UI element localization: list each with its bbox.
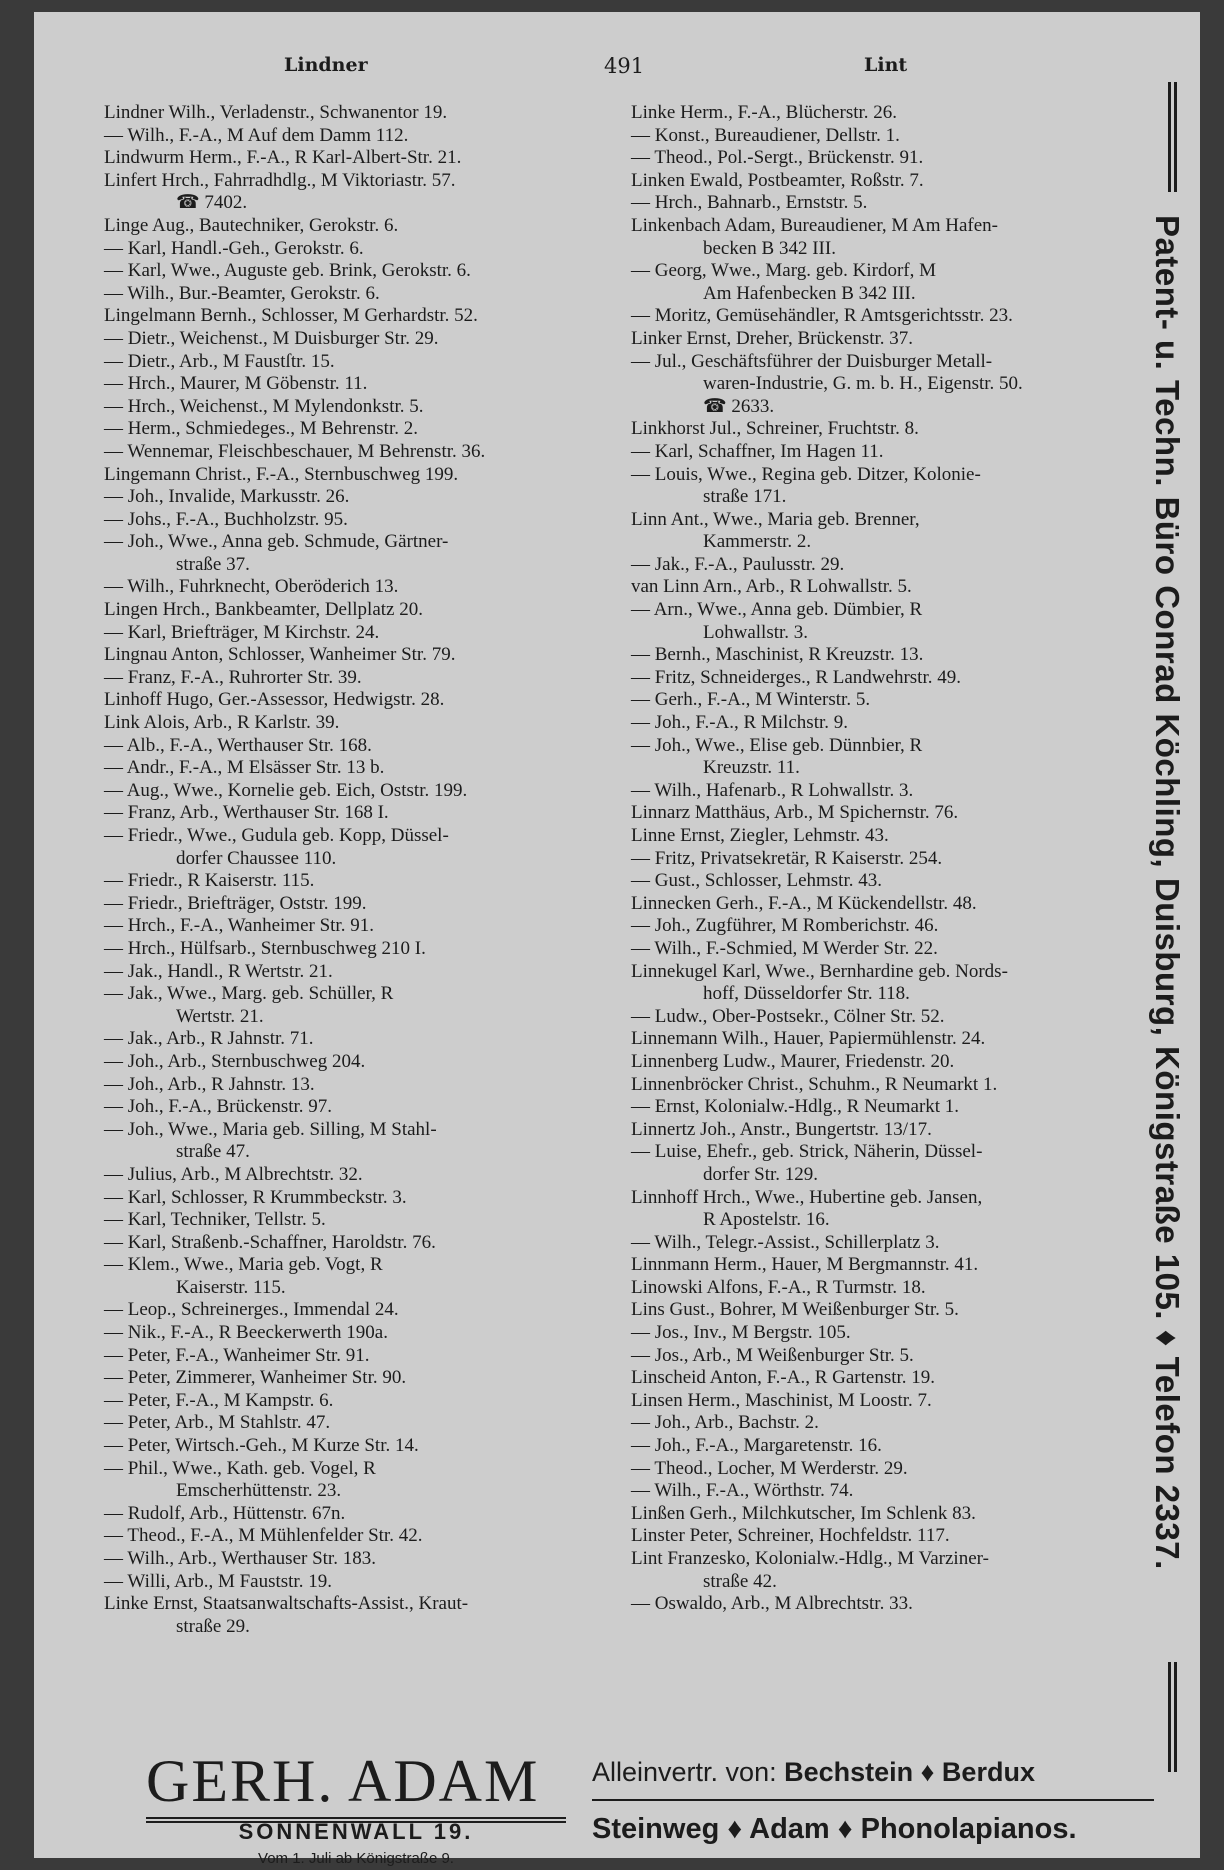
- directory-entry-line: straße 42.: [703, 1570, 777, 1592]
- directory-entry-line: Lindwurm Herm., F.-A., R Karl-Albert-Str. 21.: [104, 147, 462, 169]
- directory-entry-line: — Gust., Schlosser, Lehmstr. 43.: [631, 870, 882, 892]
- directory-entry-line: Linne Ernst, Ziegler, Lehmstr. 43.: [631, 825, 889, 846]
- directory-entry-line: Am Hafenbecken B 342 III.: [703, 282, 916, 304]
- directory-entry-line: ☎ 2633.: [703, 395, 775, 417]
- running-header-left: Lindner: [284, 54, 368, 76]
- directory-entry-line: — Wennemar, Fleischbeschauer, M Behrenstr. 36.: [104, 440, 486, 462]
- directory-entry-line: — Joh., F.-A., R Milchstr. 9.: [631, 712, 848, 734]
- directory-entry-line: Linn Ant., Wwe., Maria geb. Brenner,: [631, 508, 920, 530]
- directory-entry-line: — Ludw., Ober-Postsekr., Cölner Str. 52.: [631, 1005, 945, 1027]
- directory-entry-line: Linßen Gerh., Milchkutscher, Im Schlenk 83.: [631, 1502, 976, 1524]
- directory-entry-line: — Bernh., Maschinist, R Kreuzstr. 13.: [631, 644, 924, 666]
- directory-entry-line: — Klem., Wwe., Maria geb. Vogt, R: [104, 1254, 383, 1276]
- page-number: 491: [604, 54, 645, 78]
- directory-entry-line: Linkhorst Jul., Schreiner, Fruchtstr. 8.: [631, 418, 919, 440]
- directory-entry-line: — Aug., Wwe., Kornelie geb. Eich, Oststr. 199.: [104, 779, 468, 801]
- ad-note: Vom 1. Juli ab Königstraße 9.: [258, 1850, 454, 1867]
- directory-entry-line: — Peter, Zimmerer, Wanheimer Str. 90.: [104, 1367, 407, 1389]
- directory-entry-line: Lint Franzesko, Kolonialw.-Hdlg., M Varziner-: [631, 1548, 989, 1569]
- directory-entry-line: — Jos., Inv., M Bergstr. 105.: [631, 1322, 851, 1344]
- directory-entry-line: — Nik., F.-A., R Beeckerwerth 190a.: [104, 1322, 388, 1344]
- directory-entry-line: — Peter, F.-A., Wanheimer Str. 91.: [104, 1344, 370, 1366]
- directory-entry-line: — Theod., F.-A., M Mühlenfelder Str. 42.: [104, 1525, 423, 1547]
- directory-entry-line: — Theod., Pol.-Sergt., Brückenstr. 91.: [631, 147, 924, 169]
- directory-entry-line: Linnarz Matthäus, Arb., M Spichernstr. 76.: [631, 802, 959, 824]
- ad-divider: [592, 1799, 1154, 1801]
- directory-entry-line: — Wilh., Fuhrknecht, Oberöderich 13.: [104, 576, 399, 598]
- directory-entry-line: Linke Ernst, Staatsanwaltschafts-Assist., Kraut-: [104, 1593, 469, 1615]
- side-advertisement-text: Patent- u. Techn. Büro Conrad Köchling, Duisburg, Königstraße 105. ♦ Telefon 2337.: [1149, 215, 1186, 1570]
- directory-entry-line: Linfert Hrch., Fahrradhdlg., M Viktoriastr. 57.: [104, 169, 456, 191]
- directory-entry-line: — Jak., Wwe., Marg. geb. Schüller, R: [104, 983, 394, 1005]
- directory-entry-line: — Jul., Geschäftsführer der Duisburger Metall-: [631, 350, 993, 372]
- directory-entry-line: — Karl, Wwe., Auguste geb. Brink, Gerokstr. 6.: [104, 260, 471, 282]
- directory-entry-line: Linowski Alfons, F.-A., R Turmstr. 18.: [631, 1276, 926, 1298]
- directory-entry-line: — Wilh., F.-A., Wörthstr. 74.: [631, 1480, 854, 1502]
- directory-entry-line: — Hrch., Weichenst., M Mylendonkstr. 5.: [104, 395, 424, 417]
- directory-entry-line: — Karl, Techniker, Tellstr. 5.: [104, 1209, 326, 1231]
- directory-entry-line: — Wilh., Arb., Werthauser Str. 183.: [104, 1548, 376, 1569]
- directory-entry-line: Lohwallstr. 3.: [703, 621, 809, 643]
- directory-entry-line: Linnekugel Karl, Wwe., Bernhardine geb. Nords-: [631, 960, 1008, 982]
- bottom-advertisement: [94, 1747, 1154, 1867]
- directory-entry-line: Linsen Herm., Maschinist, M Loostr. 7.: [631, 1389, 932, 1411]
- ad-brands-line: Steinweg ♦ Adam ♦ Phonolapianos.: [592, 1813, 1077, 1845]
- directory-entry-line: Lingen Hrch., Bankbeamter, Dellplatz 20.: [104, 599, 423, 621]
- directory-entry-line: — Wilh., Bur.-Beamter, Gerokstr. 6.: [104, 282, 380, 304]
- directory-entry-line: — Jak., F.-A., Paulusstr. 29.: [631, 553, 845, 575]
- directory-entry-line: — Arn., Wwe., Anna geb. Dümbier, R: [631, 599, 923, 621]
- directory-entry-line: van Linn Arn., Arb., R Lohwallstr. 5.: [631, 576, 912, 598]
- directory-entry-line: — Friedr., R Kaiserstr. 115.: [104, 870, 315, 892]
- directory-entry-line: — Dietr., Weichenst., M Duisburger Str. 29.: [104, 327, 439, 349]
- directory-entry-line: — Leop., Schreinerges., Immendal 24.: [104, 1299, 399, 1321]
- directory-entry-line: Linnecken Gerh., F.-A., M Kückendellstr. 48.: [631, 892, 977, 914]
- directory-entry-line: Linnmann Herm., Hauer, M Bergmannstr. 41.: [631, 1254, 979, 1276]
- directory-entry-line: Linnenberg Ludw., Maurer, Friedenstr. 20.: [631, 1050, 955, 1072]
- directory-entry-line: — Jak., Handl., R Wertstr. 21.: [104, 960, 333, 982]
- directory-entry-line: Linhoff Hugo, Ger.-Assessor, Hedwigstr. 28.: [104, 689, 445, 711]
- ad-address: SONNENWALL 19.: [238, 1819, 474, 1844]
- directory-entry-line: — Herm., Schmiedeges., M Behrenstr. 2.: [104, 418, 418, 440]
- directory-entry-line: Linnemann Wilh., Hauer, Papiermühlenstr. 24.: [631, 1028, 986, 1050]
- directory-entry-line: — Joh., Arb., R Jahnstr. 13.: [104, 1073, 315, 1095]
- directory-entry-line: — Wilh., Telegr.-Assist., Schillerplatz 3.: [631, 1231, 940, 1253]
- directory-entry-line: Lingnau Anton, Schlosser, Wanheimer Str. 79.: [104, 644, 456, 666]
- directory-entry-line: — Wilh., F.-Schmied, M Werder Str. 22.: [631, 937, 938, 959]
- directory-entry-line: — Dietr., Arb., M Faustſtr. 15.: [104, 350, 335, 372]
- directory-entry-line: — Moritz, Gemüsehändler, R Amtsgerichtsstr. 23.: [631, 305, 1013, 327]
- directory-entry-line: — Oswaldo, Arb., M Albrechtstr. 33.: [631, 1593, 913, 1615]
- directory-entry-line: Linnenbröcker Christ., Schuhm., R Neumarkt 1.: [631, 1073, 998, 1095]
- directory-entry-line: — Hrch., Hülfsarb., Sternbuschweg 210 I.: [104, 937, 426, 959]
- directory-entry-line: — Peter, Arb., M Stahlstr. 47.: [104, 1412, 331, 1434]
- directory-entry-line: — Willi, Arb., M Fauststr. 19.: [104, 1570, 332, 1592]
- directory-entry-line: dorfer Str. 129.: [703, 1163, 819, 1185]
- directory-entry-line: — Fritz, Privatsekretär, R Kaiserstr. 254.: [631, 847, 943, 869]
- ad-agency-line: [592, 1757, 1035, 1788]
- side-rule: [1174, 82, 1177, 192]
- directory-entry-line: straße 37.: [176, 553, 250, 575]
- directory-entry-line: — Joh., Arb., Sternbuschweg 204.: [104, 1050, 366, 1072]
- directory-entry-line: — Wilh., Hafenarb., R Lohwallstr. 3.: [631, 779, 914, 801]
- directory-entry-line: — Hrch., Bahnarb., Ernststr. 5.: [631, 192, 868, 214]
- directory-entry-line: — Julius, Arb., M Albrechtstr. 32.: [104, 1163, 363, 1185]
- directory-entry-line: — Ernst, Kolonialw.-Hdlg., R Neumarkt 1.: [631, 1096, 960, 1118]
- directory-entry-line: — Fritz, Schneiderges., R Landwehrstr. 49.: [631, 666, 961, 688]
- directory-entry-line: — Gerh., F.-A., M Winterstr. 5.: [631, 689, 871, 711]
- directory-entry-line: Linker Ernst, Dreher, Brückenstr. 37.: [631, 327, 914, 349]
- directory-entry-line: — Franz, F.-A., Ruhrorter Str. 39.: [104, 666, 362, 688]
- directory-entry-line: Kaiserstr. 115.: [176, 1276, 286, 1298]
- directory-entry-line: — Karl, Handl.-Geh., Gerokstr. 6.: [104, 237, 364, 259]
- side-advertisement: [1136, 215, 1186, 1795]
- directory-entry-line: Linscheid Anton, F.-A., R Gartenstr. 19.: [631, 1367, 936, 1389]
- directory-entry-line: — Karl, Schaffner, Im Hagen 11.: [631, 440, 884, 462]
- directory-entry-line: Lindner Wilh., Verladenstr., Schwanentor 19.: [104, 102, 448, 123]
- left-column: [104, 102, 604, 1638]
- side-rule: [1168, 82, 1171, 192]
- directory-entry-line: Linke Herm., F.-A., Blücherstr. 26.: [631, 102, 898, 123]
- directory-entry-line: straße 171.: [703, 486, 787, 508]
- directory-entry-line: — Karl, Briefträger, M Kirchstr. 24.: [104, 621, 380, 643]
- directory-entry-line: — Theod., Locher, M Werderstr. 29.: [631, 1457, 908, 1479]
- directory-entry-line: Linster Peter, Schreiner, Hochfeldstr. 117.: [631, 1525, 950, 1547]
- directory-entry-line: — Karl, Schlosser, R Krummbeckstr. 3.: [104, 1186, 407, 1208]
- directory-entry-line: hoff, Düsseldorfer Str. 118.: [703, 983, 910, 1005]
- directory-entry-line: — Joh., Wwe., Anna geb. Schmude, Gärtner-: [104, 531, 449, 553]
- directory-entry-line: — Joh., F.-A., Margaretenstr. 16.: [631, 1435, 882, 1457]
- directory-entry-line: — Friedr., Wwe., Gudula geb. Kopp, Düssel-: [104, 825, 449, 846]
- directory-entry-line: — Franz, Arb., Werthauser Str. 168 I.: [104, 802, 389, 824]
- directory-page: [34, 12, 1200, 1867]
- directory-entry-line: Link Alois, Arb., R Karlstr. 39.: [104, 712, 340, 734]
- directory-entry-line: — Wilh., F.-A., M Auf dem Damm 112.: [104, 124, 409, 146]
- directory-entry-line: straße 47.: [176, 1141, 250, 1163]
- directory-entry-line: becken B 342 III.: [703, 237, 836, 259]
- ad-agency-prefix: Alleinvertr. von:: [592, 1757, 777, 1787]
- directory-entry-line: Lingelmann Bernh., Schlosser, M Gerhardstr. 52.: [104, 305, 478, 327]
- directory-entry-line: — Alb., F.-A., Werthauser Str. 168.: [104, 734, 372, 756]
- directory-entry-line: — Rudolf, Arb., Hüttenstr. 67n.: [104, 1502, 346, 1524]
- ad-agency-brands: Bechstein ♦ Berdux: [784, 1757, 1035, 1787]
- directory-entry-line: — Jak., Arb., R Jahnstr. 71.: [104, 1028, 314, 1050]
- directory-entry-line: Emscherhüttenstr. 23.: [176, 1480, 342, 1502]
- directory-entry-line: — Joh., F.-A., Brückenstr. 97.: [104, 1096, 333, 1118]
- directory-entry-line: Linnhoff Hrch., Wwe., Hubertine geb. Jansen,: [631, 1186, 983, 1208]
- directory-entry-line: — Joh., Arb., Bachstr. 2.: [631, 1412, 819, 1434]
- directory-entry-line: — Andr., F.-A., M Elsässer Str. 13 b.: [104, 757, 385, 779]
- directory-entry-line: Lingemann Christ., F.-A., Sternbuschweg 199.: [104, 463, 459, 485]
- directory-entry-line: — Friedr., Briefträger, Oststr. 199.: [104, 892, 367, 914]
- directory-entry-line: — Konst., Bureaudiener, Dellstr. 1.: [631, 124, 900, 146]
- directory-entry-line: waren-Industrie, G. m. b. H., Eigenstr. 50.: [703, 373, 1023, 395]
- directory-entry-line: Linge Aug., Bautechniker, Gerokstr. 6.: [104, 214, 399, 236]
- right-column: [631, 102, 1151, 1616]
- directory-entry-line: — Joh., Invalide, Markusstr. 26.: [104, 486, 350, 508]
- directory-entry-line: Linken Ewald, Postbeamter, Roßstr. 7.: [631, 169, 924, 191]
- directory-entry-line: Kammerstr. 2.: [703, 531, 812, 553]
- directory-entry-line: R Apostelstr. 16.: [703, 1209, 830, 1231]
- running-header-right: Lint: [864, 54, 908, 76]
- directory-entry-line: — Joh., Wwe., Maria geb. Silling, M Stahl-: [104, 1118, 437, 1140]
- directory-entry-line: Wertstr. 21.: [176, 1005, 264, 1027]
- directory-entry-line: dorfer Chaussee 110.: [176, 847, 337, 869]
- directory-entry-line: Linkenbach Adam, Bureaudiener, M Am Hafen-: [631, 214, 998, 236]
- ad-company-name: GERH. ADAM: [146, 1748, 540, 1814]
- directory-entry-line: — Hrch., Maurer, M Göbenstr. 11.: [104, 373, 368, 395]
- directory-entry-line: — Georg, Wwe., Marg. geb. Kirdorf, M: [631, 260, 937, 282]
- directory-entry-line: straße 29.: [176, 1615, 250, 1637]
- directory-entry-line: — Hrch., F.-A., Wanheimer Str. 91.: [104, 915, 374, 937]
- directory-entry-line: Linnertz Joh., Anstr., Bungertstr. 13/17.: [631, 1118, 932, 1140]
- directory-entry-line: — Louis, Wwe., Regina geb. Ditzer, Kolonie-: [631, 463, 981, 485]
- directory-entry-line: — Karl, Straßenb.-Schaffner, Haroldstr. 76.: [104, 1231, 436, 1253]
- directory-entry-line: — Johs., F.-A., Buchholzstr. 95.: [104, 508, 348, 530]
- directory-entry-line: — Joh., Wwe., Elise geb. Dünnbier, R: [631, 734, 923, 756]
- directory-entry-line: — Luise, Ehefr., geb. Strick, Näherin, Düssel-: [631, 1141, 983, 1163]
- directory-entry-line: — Peter, Wirtsch.-Geh., M Kurze Str. 14.: [104, 1435, 419, 1457]
- directory-entry-line: — Jos., Arb., M Weißenburger Str. 5.: [631, 1344, 914, 1366]
- directory-entry-line: Kreuzstr. 11.: [703, 757, 800, 779]
- directory-entry-line: — Joh., Zugführer, M Romberichstr. 46.: [631, 915, 939, 937]
- directory-entry-line: ☎ 7402.: [176, 192, 248, 214]
- directory-entry-line: — Phil., Wwe., Kath. geb. Vogel, R: [104, 1457, 376, 1479]
- directory-entry-line: Lins Gust., Bohrer, M Weißenburger Str. 5.: [631, 1299, 959, 1321]
- directory-entry-line: — Peter, F.-A., M Kampstr. 6.: [104, 1389, 334, 1411]
